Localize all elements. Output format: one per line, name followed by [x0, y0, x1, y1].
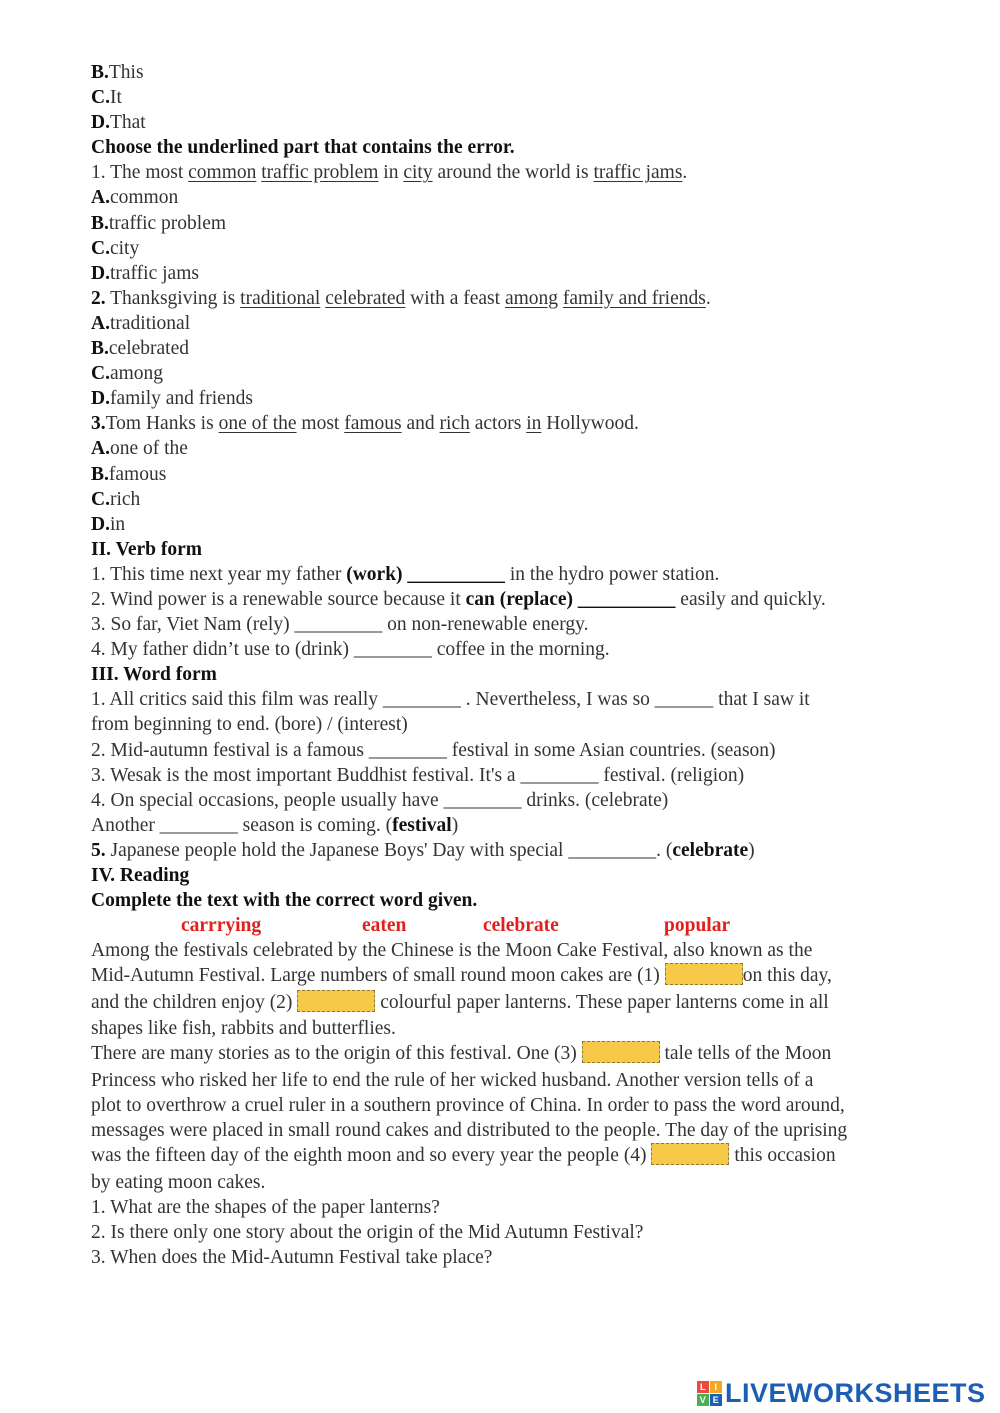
word-bank — [91, 913, 951, 938]
word-question-1a: 1. All critics said this film was really ________ . Nevertheless, I was so ______ that I saw it — [91, 689, 810, 711]
reading-line-9: was the fifteen day of the eighth moon and so every year the people (4) this occasion — [91, 1145, 836, 1167]
reading-line-6: Princess who risked her life to end the rule of her wicked husband. Another version tells of a — [91, 1069, 814, 1091]
reading-question-1: 1. What are the shapes of the paper lanterns? — [91, 1196, 440, 1218]
reading-line-1: Among the festivals celebrated by the Chinese is the Moon Cake Festival, also known as the — [91, 940, 813, 962]
q3-option-d[interactable]: D.in — [91, 513, 126, 535]
answer-blank-4[interactable] — [651, 1143, 729, 1165]
q3-option-c[interactable]: C.rich — [91, 488, 141, 510]
word-question-1b: from beginning to end. (bore) / (interest) — [91, 714, 408, 736]
reading-instruction: Complete the text with the correct word given. — [91, 890, 478, 912]
answer-blank-3[interactable] — [582, 1041, 660, 1063]
verb-question-2: 2. Wind power is a renewable source because it can (replace) __________ easily and quickly. — [91, 588, 826, 610]
q2-option-b[interactable]: B.celebrated — [91, 338, 189, 360]
reading-question-2: 2. Is there only one story about the origin of the Mid Autumn Festival? — [91, 1221, 644, 1243]
error-question-1: 1. The most common traffic problem in city around the world is traffic jams. — [91, 162, 688, 184]
reading-question-3: 3. When does the Mid-Autumn Festival take place? — [91, 1247, 493, 1269]
word-bank-item: eaten — [362, 915, 407, 937]
q3-option-a[interactable]: A.one of the — [91, 438, 188, 460]
word-question-2: 2. Mid-autumn festival is a famous ________ festival in some Asian countries. (season) — [91, 739, 776, 761]
q2-option-c[interactable]: C.among — [91, 363, 164, 385]
liveworksheets-logo — [697, 1378, 986, 1409]
q1-option-d[interactable]: D.traffic jams — [91, 262, 199, 284]
error-question-2: 2. Thanksgiving is traditional celebrated with a feast among family and friends. — [91, 287, 711, 309]
q1-option-c[interactable]: C.city — [91, 237, 140, 259]
reading-line-7: plot to overthrow a cruel ruler in a southern province of China. In order to pass the word around, — [91, 1095, 845, 1117]
error-question-3: 3.Tom Hanks is one of the most famous and rich actors in Hollywood. — [91, 413, 639, 435]
option-b: B.This — [91, 62, 144, 83]
option-c: C.It — [91, 87, 122, 109]
logo-mark-icon: L I V E — [697, 1381, 722, 1406]
reading-line-10: by eating moon cakes. — [91, 1171, 266, 1193]
verb-question-4: 4. My father didn’t use to (drink) ________ coffee in the morning. — [91, 639, 610, 661]
answer-blank-2[interactable] — [297, 990, 375, 1012]
word-question-4: 4. On special occasions, people usually have ________ drinks. (celebrate) — [91, 789, 669, 811]
word-question-3: 3. Wesak is the most important Buddhist festival. It's a ________ festival. (religion) — [91, 764, 745, 786]
worksheet-page — [91, 60, 951, 1270]
option-d: D.That — [91, 112, 146, 134]
q2-option-d[interactable]: D.family and friends — [91, 388, 253, 410]
word-bank-item: carrrying — [181, 915, 262, 937]
verb-form-heading: II. Verb form — [91, 538, 203, 560]
reading-heading: IV. Reading — [91, 865, 190, 886]
error-section-heading: Choose the underlined part that contains the error. — [91, 137, 515, 159]
q2-option-a[interactable]: A.traditional — [91, 312, 191, 334]
answer-blank-1[interactable] — [665, 963, 743, 985]
verb-question-3: 3. So far, Viet Nam (rely) _________ on non-renewable energy. — [91, 614, 589, 636]
reading-line-5: There are many stories as to the origin of this festival. One (3) tale tells of the Moon — [91, 1043, 832, 1065]
reading-line-2: Mid-Autumn Festival. Large numbers of small round moon cakes are (1) on this day, — [91, 965, 832, 987]
reading-line-4: shapes like fish, rabbits and butterflies. — [91, 1018, 396, 1040]
verb-question-1: 1. This time next year my father (work) __________ in the hydro power station. — [91, 563, 720, 585]
q3-option-b[interactable]: B.famous — [91, 463, 167, 485]
reading-line-8: messages were placed in small round cakes and distributed to the people. The day of the uprising — [91, 1120, 848, 1142]
q1-option-b[interactable]: B.traffic problem — [91, 212, 227, 234]
word-bank-item: celebrate — [483, 915, 559, 937]
logo-text: LIVEWORKSHEETS — [725, 1378, 986, 1408]
q1-option-a[interactable]: A.common — [91, 187, 179, 209]
word-question-5: 5. Japanese people hold the Japanese Boys' Day with special _________. (celebrate) — [91, 839, 755, 861]
reading-line-3: and the children enjoy (2) colourful paper lanterns. These paper lanterns come in all — [91, 991, 829, 1013]
word-form-heading: III. Word form — [91, 664, 217, 686]
word-question-4b: Another ________ season is coming. (festival) — [91, 814, 459, 836]
word-bank-item: popular — [664, 915, 731, 937]
